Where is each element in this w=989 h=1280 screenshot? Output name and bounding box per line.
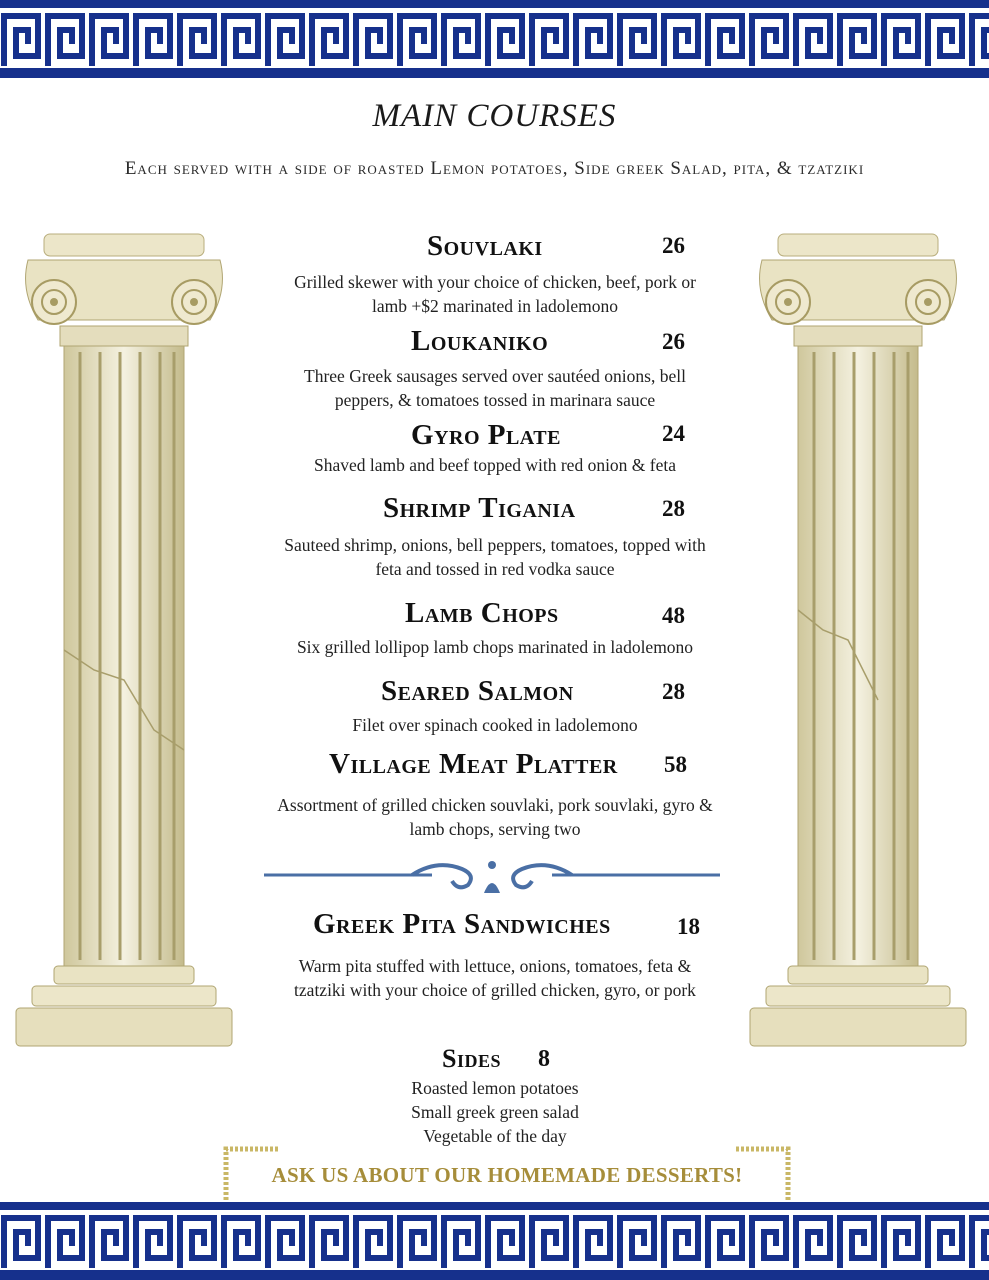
item-price-sides: 8: [538, 1046, 550, 1072]
desc-line: lamb chops, serving two: [409, 819, 581, 839]
item-price-shrimp-tigania: 28: [662, 496, 685, 521]
item-desc-shrimp-tigania: [240, 533, 750, 581]
item-desc-greek-pita-sandwiches: [240, 954, 750, 1002]
item-desc-village-meat-platter: [240, 793, 750, 841]
scroll-flourish-icon: [262, 855, 722, 897]
desc-line: Sauteed shrimp, onions, bell peppers, tomatoes, topped with: [284, 535, 706, 555]
desc-line: Grilled skewer with your choice of chicken, beef, pork or: [294, 272, 696, 292]
desc-line: Three Greek sausages served over sautéed onions, bell: [304, 366, 686, 386]
item-name-souvlaki: Souvlaki: [427, 230, 543, 262]
item-desc-loukaniko: [240, 364, 750, 412]
item-price-loukaniko: 26: [662, 329, 685, 354]
item-name-greek-pita-sandwiches: Greek Pita Sandwiches: [313, 908, 611, 940]
ionic-column-icon: [14, 230, 234, 1050]
item-name-seared-salmon: Seared Salmon: [381, 675, 574, 707]
ionic-column-icon: [748, 230, 968, 1050]
greek-key-border-bottom: [0, 1202, 989, 1280]
side-item: Roasted lemon potatoes: [411, 1078, 579, 1098]
side-item: Vegetable of the day: [423, 1126, 567, 1146]
item-price-village-meat-platter: 58: [664, 752, 687, 777]
item-price-greek-pita-sandwiches: 18: [677, 914, 700, 939]
item-desc-lamb-chops: [240, 635, 750, 659]
page-subtitle: Each served with a side of roasted Lemon potatoes, Side greek Salad, pita, & tzatziki: [124, 158, 865, 179]
item-price-gyro-plate: 24: [662, 421, 685, 446]
desc-line: Warm pita stuffed with lettuce, onions, tomatoes, feta &: [298, 956, 692, 976]
desc-line: Six grilled lollipop lamb chops marinated in ladolemono: [296, 637, 694, 657]
page-title: MAIN COURSES: [372, 98, 617, 134]
desc-line: lamb +$2 marinated in ladolemono: [371, 296, 619, 316]
desc-line: Assortment of grilled chicken souvlaki, pork souvlaki, gyro &: [277, 795, 713, 815]
item-desc-seared-salmon: [240, 713, 750, 737]
item-price-seared-salmon: 28: [662, 679, 685, 704]
item-desc-souvlaki: [240, 270, 750, 318]
item-name-sides: Sides: [442, 1044, 501, 1073]
item-name-gyro-plate: Gyro Plate: [411, 419, 561, 451]
side-item: Small greek green salad: [411, 1102, 579, 1122]
item-name-village-meat-platter: Village Meat Platter: [329, 748, 618, 780]
item-name-loukaniko: Loukaniko: [411, 325, 549, 357]
item-price-souvlaki: 26: [662, 233, 685, 258]
desc-line: feta and tossed in red vodka sauce: [375, 559, 615, 579]
item-name-lamb-chops: Lamb Chops: [405, 597, 559, 629]
desc-line: Shaved lamb and beef topped with red onion & feta: [313, 455, 677, 475]
dessert-note: ASK US ABOUT OUR HOMEMADE DESSERTS!: [271, 1163, 743, 1187]
greek-key-border-top: [0, 0, 989, 78]
desc-line: Filet over spinach cooked in ladolemono: [352, 715, 638, 735]
item-desc-gyro-plate: [240, 453, 750, 477]
desc-line: peppers, & tomatoes tossed in marinara sauce: [334, 390, 656, 410]
desc-line: tzatziki with your choice of grilled chicken, gyro, or pork: [294, 980, 696, 1000]
item-price-lamb-chops: 48: [662, 603, 685, 628]
item-name-shrimp-tigania: Shrimp Tigania: [383, 492, 576, 524]
